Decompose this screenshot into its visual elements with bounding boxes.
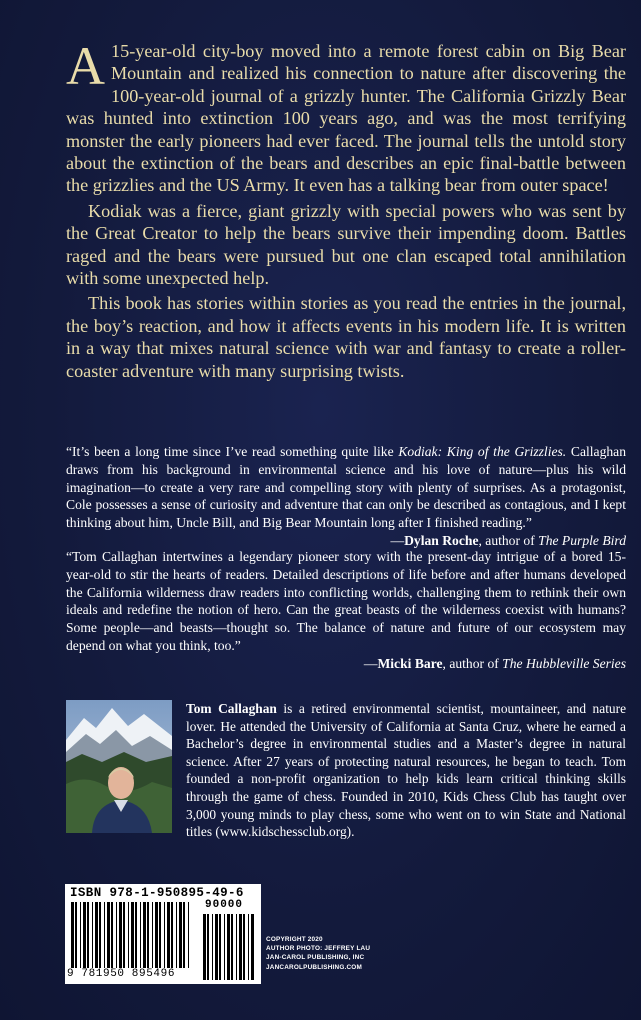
barcode-bar <box>80 902 81 968</box>
barcode-bar <box>171 902 173 968</box>
isbn-label: ISBN 978-1-950895-49-6 <box>70 886 244 900</box>
barcode-bar <box>107 902 110 968</box>
barcode-bar <box>164 902 165 968</box>
author-bio-text: is a retired environmental scientist, mountaineer, and nature lover. He attended the University of California at Santa Cruz, where he earned a Bachelor’s degree in environmental studies and a Master’s degree in natural science. After 27 years of protecting natural resources, he began to teach. Tom founded a non-profit organization to help kids learn critical thinking skills through the game of chess. Founded in 2010, Kids Chess Club has taught over 3,000 young minds to play chess, some who went on to win State and National titles (www.kidschessclub.org). <box>186 701 627 840</box>
barcode-bar <box>203 914 206 980</box>
barcode-bar <box>95 902 98 968</box>
barcode-bar <box>188 902 189 968</box>
barcode-bar <box>135 902 137 968</box>
review-quote-1 <box>66 443 626 550</box>
barcode-bar <box>123 902 125 968</box>
barcode-bar <box>75 902 77 968</box>
review-quote-2 <box>66 548 626 673</box>
barcode-bar <box>71 902 74 968</box>
review-text: “It’s been a long time since I’ve read something quite like Kodiak: King of the Grizzlies. Callaghan draws from his background in environmental science and his love of nature—plus his wild imagination—to create a very rare and compelling story with plenty of surprises. As a protagonist, Cole possesses a sense of curiosity and adventure that can only be described as contagious, and I kept thinking about him, Uncle Bill, and Big Bear Mountain long after I finished reading.” <box>66 444 627 531</box>
barcode-bar <box>236 914 237 980</box>
barcode-bar <box>99 902 101 968</box>
barcode-bar <box>231 914 233 980</box>
barcode-bar <box>207 914 209 980</box>
barcode-bar <box>87 902 89 968</box>
book-blurb <box>66 36 626 382</box>
barcode-bar <box>147 902 149 968</box>
barcode-bar <box>111 902 113 968</box>
barcode-bar <box>119 902 122 968</box>
barcode-bar <box>224 914 225 980</box>
barcode-bar <box>83 902 86 968</box>
barcode-bar <box>179 902 182 968</box>
barcode-bar <box>219 914 221 980</box>
barcode-bar <box>248 914 249 980</box>
review-text: “Tom Callaghan intertwines a legendary pioneer story with the present-day intrigue of a bored 15-year-old to stir the hearts of readers. Detailed descriptions of life before and after humans developed the California wilderness draw readers into conflicting worlds, challenging them to rethink their own ideals and redefine the notion of hero. Can the great beasts of the wilderness coexist with humans? Some people—and beasts—thought so. The balance of nature and future of our ecosystem may depend on what you think, too.” <box>66 549 626 653</box>
photo-credit-line: AUTHOR PHOTO: JEFFREY LAU <box>266 945 371 953</box>
barcode-bar <box>212 914 213 980</box>
barcode-number: 9 781950 895496 <box>67 968 176 980</box>
barcode-bar <box>251 914 254 980</box>
barcode-bar <box>104 902 105 968</box>
author-bio <box>186 700 626 841</box>
drop-cap: A <box>66 36 105 96</box>
barcode-bar <box>152 902 153 968</box>
barcode-bar <box>155 902 158 968</box>
barcode-bar <box>143 902 146 968</box>
review-attribution: —Micki Bare, author of The Hubbleville Series <box>363 655 626 671</box>
copyright-line: COPYRIGHT 2020 <box>266 936 323 943</box>
barcode-bar <box>243 914 245 980</box>
barcode-bar <box>239 914 242 980</box>
publisher-url-line: JANCAROLPUBLISHING.COM <box>266 963 363 971</box>
blurb-paragraph-1: A 15-year-old city-boy moved into a remote forest cabin on Big Bear Mountain and realized his connection to nature after discovering the 100-year-old journal of a grizzly hunter. The California Grizzly Bear was hunted into extinction 100 years ago, and was the most terrifying monster the early pioneers had ever faced. The journal tells the untold story about the extinction of the bears and describes an epic final-battle between the grizzlies and the US Army. It even has a talking bear from outer space! <box>66 36 626 196</box>
barcode-bar <box>215 914 218 980</box>
barcode-bar <box>227 914 230 980</box>
isbn-barcode <box>65 884 261 984</box>
publisher-credits <box>266 935 370 972</box>
price-code: 90000 <box>205 899 244 911</box>
barcode-bar <box>140 902 141 968</box>
author-photo <box>66 700 172 833</box>
barcode-bar <box>128 902 129 968</box>
barcode-bar <box>116 902 117 968</box>
blurb-paragraph-2: Kodiak was a fierce, giant grizzly with special powers who was sent by the Great Creator to help the bears survive their impending doom. Battles raged and the bears were pursued but one clan escaped total annihilation with some unexpected help. <box>66 200 626 289</box>
barcode-bar <box>167 902 170 968</box>
review-attribution: —Dylan Roche, author of The Purple Bird <box>390 532 626 548</box>
barcode-bar <box>183 902 185 968</box>
author-name: Tom Callaghan <box>186 701 277 716</box>
barcode-bar <box>176 902 177 968</box>
barcode-bar <box>131 902 134 968</box>
author-photo-illustration <box>66 700 172 833</box>
barcode-bar <box>159 902 161 968</box>
publisher-name-line: JAN-CAROL PUBLISHING, INC <box>266 954 365 962</box>
blurb-paragraph-3: This book has stories within stories as you read the entries in the journal, the boy’s reaction, and how it affects events in his modern life. It is written in a way that mixes natural science with war and fantasy to create a roller-coaster adventure with many surprising twists. <box>66 293 626 381</box>
barcode-bar <box>92 902 93 968</box>
